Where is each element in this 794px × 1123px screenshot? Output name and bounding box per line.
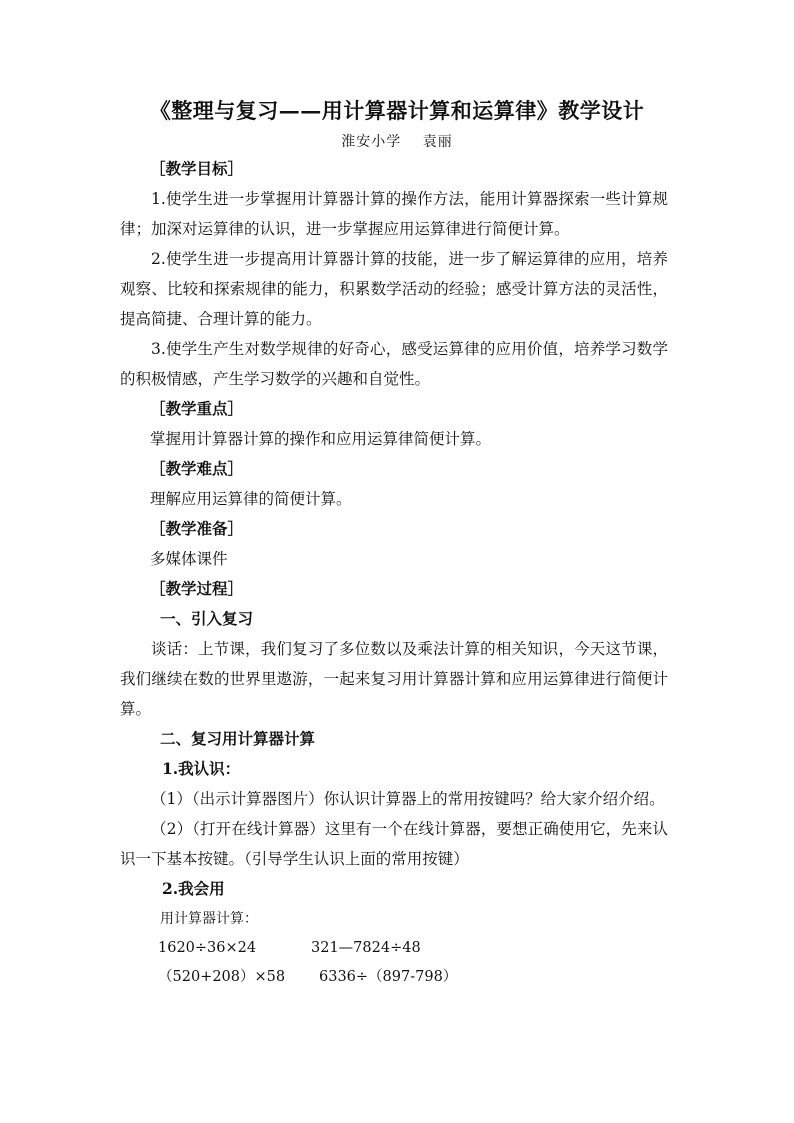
objective-3: 3.使学生产生对数学规律的好奇心，感受运算律的应用价值，培养学习数学的积极情感，产生学习数学的兴趣和自觉性。 [120,340,668,388]
key-text: 掌握用计算器计算的操作和应用运算律简便计算。 [150,430,492,448]
calc-row-1 [120,934,668,963]
author-name: 袁丽 [422,134,453,150]
key-heading: ［教学重点］ [150,399,244,418]
document-body [120,154,668,992]
difficult-heading: ［教学难点］ [150,459,244,478]
process-heading: ［教学过程］ [150,579,244,598]
objective-2: 2.使学生进一步提高用计算器计算的技能，进一步了解运算律的应用，培养观察、比较和探索规律的能力，积累数学活动的经验；感受计算方法的灵活性，提高简捷、合理计算的能力。 [120,250,668,328]
part1-text: 谈话：上节课，我们复习了多位数以及乘法计算的相关知识，今天这节课，我们继续在数的世界里遨游，一起来复习用计算器计算和应用运算律进行简便计算。 [120,640,668,718]
calc-row-2 [120,963,668,992]
sub1-heading: 1.我认识： [162,759,241,778]
prep-heading: ［教学准备］ [150,519,244,538]
author-line [0,132,794,152]
calc-expression: 321—7824÷48 [311,940,421,956]
calc-expression: 1620÷36×24 [158,940,257,956]
sub1-paragraph-2: （2）（打开在线计算器）这里有一个在线计算器，要想正确使用它，先来认识一下基本按键。（引导学生认识上面的常用按键） [120,820,668,868]
document-title: 《整理与复习——用计算器计算和运算律》教学设计 [149,98,645,123]
prep-text: 多媒体课件 [150,550,228,568]
calc-label: 用计算器计算： [160,911,258,927]
sub2-heading: 2.我会用 [162,879,225,898]
difficult-text: 理解应用运算律的简便计算。 [150,490,352,508]
objectives-heading: ［教学目标］ [150,159,244,178]
objective-1: 1.使学生进一步掌握用计算器计算的操作方法，能用计算器探索一些计算规律；加深对运算律的认识，进一步掌握应用运算律进行简便计算。 [120,190,668,238]
calc-expression: 6336÷（897-798） [319,969,458,985]
part2-heading: 二、复习用计算器计算 [160,729,316,748]
calc-expression: （520+208）×58 [158,969,286,985]
part1-heading: 一、引入复习 [160,609,254,628]
sub1-paragraph-1: （1）（出示计算器图片）你认识计算器上的常用按键吗？给大家介绍介绍。 [151,790,665,808]
author-school: 淮安小学 [341,134,402,150]
